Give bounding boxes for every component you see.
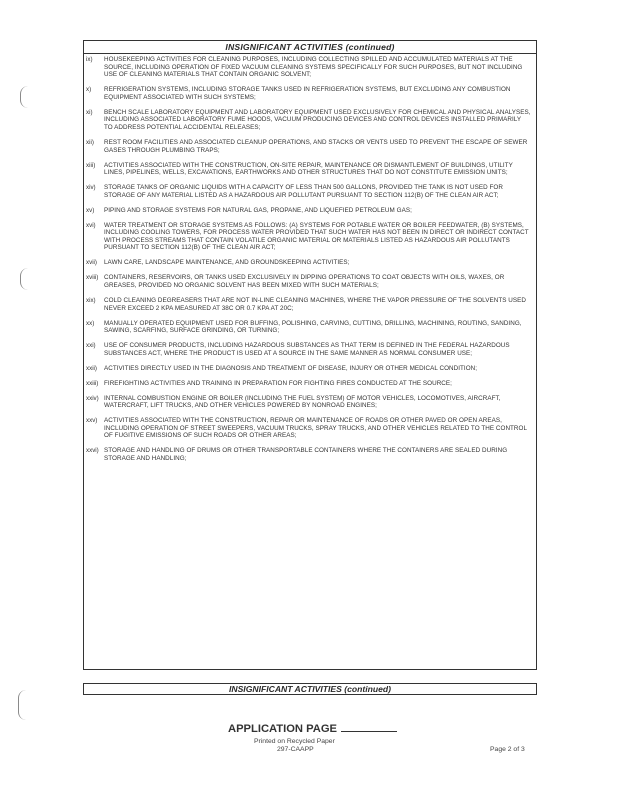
list-item [86, 86, 531, 101]
page-number-blank [341, 731, 397, 732]
item-text: WATER TREATMENT OR STORAGE SYSTEMS AS FOLLOWS: (A) SYSTEMS FOR POTABLE WATER OR BOILER FEEDWATER, (B) SYSTEMS, INCLUDING COOLING TOWERS, FOR PROCESS WATER PROVIDED THAT SUCH WATER HAS NOT BEEN IN DIRECT OR INDIRECT CONTACT WITH PROCESS STREAMS THAT CONTAIN VOLATILE ORGANIC MATERIAL OR MATERIALS LISTED AS HAZARDOUS AIR POLLUTANTS PURSUANT TO SECTION 112(B) OF THE CLEAN AIR ACT; [104, 221, 529, 252]
item-text: USE OF CONSUMER PRODUCTS, INCLUDING HAZARDOUS SUBSTANCES AS THAT TERM IS DEFINED IN THE FEDERAL HAZARDOUS SUBSTANCES ACT, WHERE THE PRODUCT IS USED AT A SOURCE IN THE SAME MANNER AS NORMAL CONSUMER USE; [104, 342, 510, 357]
scan-artifact [20, 86, 29, 108]
item-text: STORAGE TANKS OF ORGANIC LIQUIDS WITH A CAPACITY OF LESS THAN 500 GALLONS, PROVIDED THE TANK IS NOT USED FOR STORAGE OF ANY MATERIAL LISTED AS A HAZARDOUS AIR POLLUTANT PURSUANT TO SECTION 112(B) OF THE CLEAN AIR ACT; [104, 184, 503, 199]
list-item [86, 320, 531, 335]
item-number: xiii) [86, 161, 96, 169]
item-text: PIPING AND STORAGE SYSTEMS FOR NATURAL GAS, PROPANE, AND LIQUEFIED PETROLEUM GAS; [104, 206, 412, 214]
list-item [86, 222, 531, 252]
item-text: ACTIVITIES ASSOCIATED WITH THE CONSTRUCTION, REPAIR OR MAINTENANCE OF ROADS OR OTHER PAVED OR OPEN AREAS, INCLUDING OPERATION OF STREET SWEEPERS, VACUUM TRUCKS, SPRAY TRUCKS, AND OTHER VEHICLES RELATED TO THE CONTROL OF FUGITIVE EMISSIONS OF SUCH ROADS OR OTHER AREAS; [104, 417, 527, 440]
item-number: xviii) [86, 274, 99, 282]
item-number: xv) [86, 206, 95, 214]
list-item [86, 139, 531, 154]
item-text: HOUSEKEEPING ACTIVITIES FOR CLEANING PURPOSES, INCLUDING COLLECTING SPILLED AND ACCUMULATED MATERIALS AT THE SOURCE, INCLUDING OPERATION OF FIXED VACUUM CLEANING SYSTEMS SPECIFICALLY FOR SUCH PURPOSES, BUT NOT INCLUDING USE OF CLEANING MATERIALS THAT CONTAIN ORGANIC SOLVENT; [104, 56, 523, 79]
item-number: ix) [86, 56, 93, 63]
list-item [86, 380, 531, 388]
item-number: xiv) [86, 184, 96, 192]
scan-artifact [20, 268, 29, 290]
item-number: xxv) [86, 417, 98, 425]
item-text: REST ROOM FACILITIES AND ASSOCIATED CLEANUP OPERATIONS, AND STACKS OR VENTS USED TO PREVENT THE ESCAPE OF SEWER GASES THROUGH PLUMBING TRAPS; [104, 138, 528, 154]
item-number: xx) [86, 319, 95, 327]
item-number: xxi) [86, 342, 96, 350]
scan-artifact [18, 690, 27, 720]
item-text: LAWN CARE, LANDSCAPE MAINTENANCE, AND GROUNDSKEEPING ACTIVITIES; [104, 259, 350, 267]
item-number: xix) [86, 296, 96, 304]
list-item [86, 297, 531, 312]
list-item [86, 274, 531, 289]
list-item [86, 184, 531, 199]
list-item [86, 365, 531, 373]
list-item [86, 56, 531, 79]
second-table-header: INSIGNIFICANT ACTIVITIES (continued) [83, 683, 537, 695]
item-text: REFRIGERATION SYSTEMS, INCLUDING STORAGE TANKS USED IN REFRIGERATION SYSTEMS, BUT EXCLUDING ANY COMBUSTION EQUIPMENT ASSOCIATED WITH SUCH SYSTEMS; [104, 86, 511, 101]
item-text: COLD CLEANING DEGREASERS THAT ARE NOT IN-LINE CLEANING MACHINES, WHERE THE VAPOR PRESSURE OF THE SOLVENTS USED NEVER EXCEED 2 KPA MEASURED AT 38C OR 0.7 KPA AT 20C; [104, 296, 526, 312]
page-count: Page 2 of 3 [490, 746, 525, 753]
item-number: xxiii) [86, 379, 99, 387]
item-number: xxvi) [86, 447, 99, 455]
item-text: STORAGE AND HANDLING OF DRUMS OR OTHER TRANSPORTABLE CONTAINERS WHERE THE CONTAINERS ARE SEALED DURING STORAGE AND HANDLING; [104, 447, 508, 463]
item-number: x) [86, 86, 92, 94]
item-number: xvii) [86, 259, 97, 267]
list-item [86, 162, 531, 177]
item-number: xxiv) [86, 394, 99, 402]
list-item [86, 207, 531, 215]
activities-table [83, 40, 537, 670]
item-text: CONTAINERS, RESERVOIRS, OR TANKS USED EXCLUSIVELY IN DIPPING OPERATIONS TO COAT OBJECTS WITH OILS, WAXES, OR GREASES, PROVIDED NO ORGANIC SOLVENT HAS BEEN MIXED WITH SUCH MATERIALS; [104, 274, 505, 289]
item-text: ACTIVITIES DIRECTLY USED IN THE DIAGNOSIS AND TREATMENT OF DISEASE, INJURY OR OTHER MEDICAL CONDITION; [104, 364, 478, 372]
item-text: ACTIVITIES ASSOCIATED WITH THE CONSTRUCTION, ON-SITE REPAIR, MAINTENANCE OR DISMANTLEMENT OF BUILDINGS, UTILITY LINES, PIPELINES, WELLS, EXCAVATIONS, EARTHWORKS AND OTHER STRUCTURES THAT DO NOT CONSTITUTE EMISSION UNITS; [104, 161, 513, 177]
item-text: BENCH SCALE LABORATORY EQUIPMENT AND LABORATORY EQUIPMENT USED EXCLUSIVELY FOR CHEMICAL AND PHYSICAL ANALYSES, INCLUDING ASSOCIATED LABORATORY FUME HOODS, VACUUM PRODUCING DEVICES AND CONTROL DEVICES INSTALLED PRIMARILY TO ADDRESS POTENTIAL ACCIDENTAL RELEASES; [104, 108, 531, 131]
item-text: MANUALLY OPERATED EQUIPMENT USED FOR BUFFING, POLISHING, CARVING, CUTTING, DRILLING, MACHINING, ROUTING, SANDING, SAWING, SCARFING, SURFACE GRINDING, OR TURNING; [104, 319, 522, 335]
item-number: xii) [86, 138, 94, 146]
list-item [86, 259, 531, 267]
list-item [86, 109, 531, 132]
form-number: 297-CAAPP [277, 746, 314, 753]
application-page-text: APPLICATION PAGE [228, 723, 337, 735]
activities-list [84, 54, 536, 463]
application-page-label [228, 723, 397, 735]
list-item [86, 447, 531, 462]
item-number: xvi) [86, 221, 96, 229]
list-item [86, 395, 531, 410]
item-text: INTERNAL COMBUSTION ENGINE OR BOILER (INCLUDING THE FUEL SYSTEM) OF MOTOR VEHICLES, LOCOMOTIVES, AIRCRAFT, WATERCRAFT, LIFT TRUCKS, AND OTHER VEHICLES POWERED BY NONROAD ENGINES; [104, 394, 501, 410]
table-header: INSIGNIFICANT ACTIVITIES (continued) [84, 41, 536, 54]
item-number: xxii) [86, 364, 97, 372]
item-number: xi) [86, 108, 93, 116]
item-text: FIREFIGHTING ACTIVITIES AND TRAINING IN PREPARATION FOR FIGHTING FIRES CONDUCTED AT THE SOURCE; [104, 379, 452, 387]
list-item [86, 417, 531, 440]
printed-note: Printed on Recycled Paper [254, 738, 335, 745]
list-item [86, 342, 531, 357]
